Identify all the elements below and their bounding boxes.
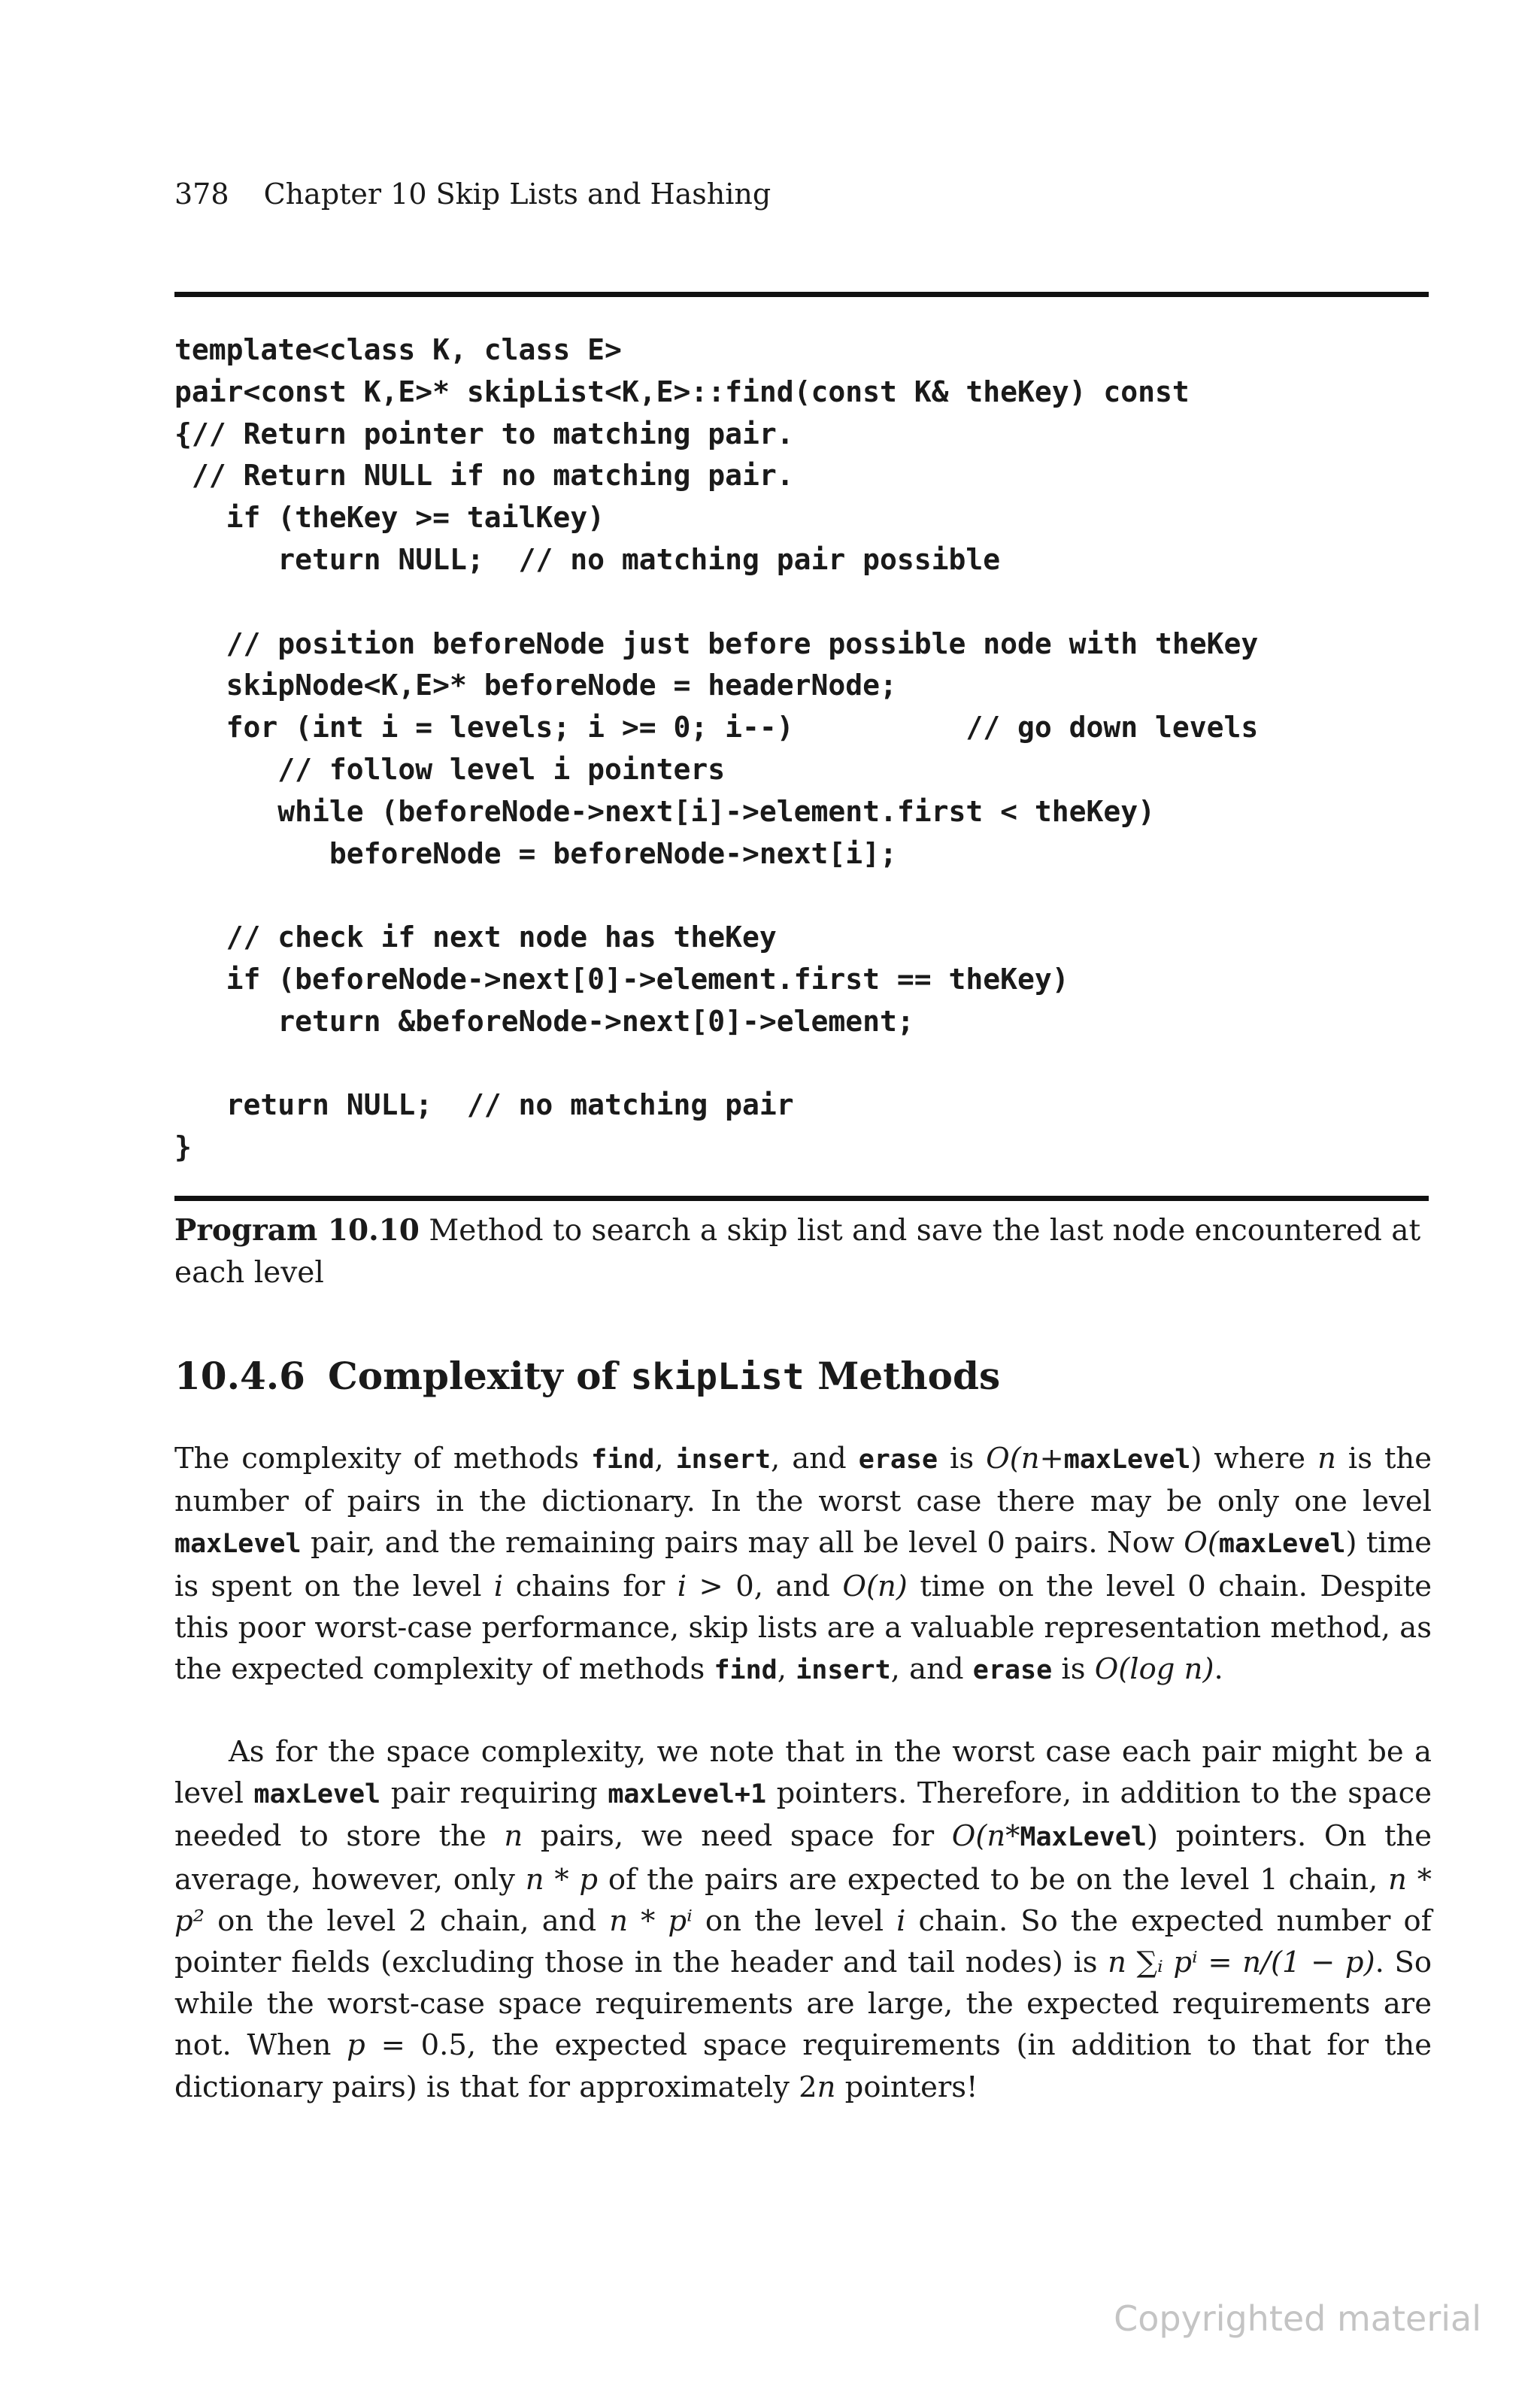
text-run: is the number of pairs in the dictionary. In the worst case there may be only one level [174,1442,1432,1519]
text-run: . So while the worst-case space requirements are large, the expected requirements are not. When [174,1946,1432,2063]
paragraph-space-complexity [174,1731,1432,2108]
math-expr: n ∑ᵢ pⁱ = n/(1 − p) [1108,1946,1375,1980]
code-line: // check if next node has theKey [174,921,777,954]
program-code-block [174,329,1438,1169]
section-title-start: Complexity of [327,1354,618,1398]
text-run: , and [890,1652,973,1687]
math-expr: O(log n) [1094,1652,1214,1687]
math-var: p [347,2028,365,2063]
math-expr: n * p² [174,1862,1432,1938]
section-title-end: Methods [817,1354,1001,1398]
math-expr: O(n+ [986,1442,1064,1476]
math-var: n [817,2070,836,2104]
code-line: {// Return pointer to matching pair. [174,417,794,450]
code-line: pair<const K,E>* skipList<K,E>::find(const K& theKey) const [174,375,1190,408]
code-line: return NULL; // no matching pair [174,1088,794,1122]
code-line: skipNode<K,E>* beforeNode = headerNode; [174,669,897,702]
text-run: pair requiring [380,1776,608,1811]
caption-label: Program 10.10 [174,1213,420,1248]
code-line: } [174,1130,192,1164]
code-maxlevel: maxLevel [174,1529,302,1560]
text-run: time on the level 0 chain. Despite this poor worst-case performance, skip lists are a valuable representation method, as the expected complexity of methods [174,1569,1432,1687]
code-maxlevel: maxLevel [1063,1445,1191,1475]
code-insert: insert [675,1445,772,1475]
math-expr: n * pⁱ [609,1903,693,1938]
code-line [174,875,1438,917]
math-var: n [504,1819,523,1854]
caption-text: Method to search a skip list and save the last node encountered at each level [174,1214,1421,1290]
text-run: of the pairs are expected to be on the level 1 chain, [598,1862,1389,1897]
code-maxlevel: maxLevel [1218,1529,1346,1560]
section-heading [174,1354,1000,1398]
code-find: find [714,1655,778,1686]
text-run: pointers. Therefore, in addition to the space needed to store the [174,1776,1432,1854]
math-expr: n * p [525,1862,599,1897]
text-run: is [938,1442,987,1476]
text-run: . [1214,1652,1223,1687]
code-line: // follow level i pointers [174,752,726,786]
text-run: pair, and the remaining pairs may all be level 0 pairs. Now [301,1526,1184,1561]
text-run: As for the space complexity, we note that in the worst case each pair might be a level [174,1735,1432,1811]
section-number: 10.4.6 [174,1354,305,1398]
code-line: if (beforeNode->next[0]->element.first == theKey) [174,962,1069,996]
code-line: return NULL; // no matching pair possible [174,542,1001,576]
text-run: on the level 2 chain, and [205,1903,610,1938]
running-title: Chapter 10 Skip Lists and Hashing [263,177,772,211]
code-line: return &beforeNode->next[0]->element; [174,1004,914,1038]
math-var: i [677,1569,687,1603]
math-expr: O(n* [951,1819,1020,1854]
code-line: // position beforeNode just before possible node with theKey [174,626,1259,660]
page-number: 378 [174,177,229,211]
text-run: pairs, we need space for [523,1819,952,1854]
math-var: n [1317,1442,1336,1476]
program-caption [174,1209,1430,1294]
code-maxlevel: maxLevel [253,1779,381,1810]
code-line: // Return NULL if no matching pair. [174,459,794,493]
text-run: = 0.5, the expected space requirements (in addition to that for the dictionary pairs) is that for approximately 2 [174,2028,1432,2104]
text-run: , [654,1442,676,1476]
code-line [174,1043,1438,1085]
text-run: The complexity of methods [174,1442,592,1476]
text-run: is [1052,1652,1095,1687]
code-line: while (beforeNode->next[i]->element.first < theKey) [174,794,1156,828]
paragraph-complexity [174,1438,1432,1691]
text-run: ) where [1190,1442,1318,1476]
copyright-watermark: Copyrighted material [1114,2298,1481,2339]
text-run: pointers! [835,2070,978,2104]
code-find: find [591,1445,655,1475]
math-var: i [493,1569,504,1603]
math-var: i [896,1903,906,1938]
math-expr: O( [1184,1526,1219,1561]
text-run: chains for [503,1569,678,1603]
text-run: , and [771,1442,859,1476]
code-line: for (int i = levels; i >= 0; i--) // go down levels [174,711,1259,745]
text-run: ) pointers. On the average, however, only [174,1819,1432,1897]
code-maxlevel: MaxLevel [1020,1822,1147,1853]
code-line: beforeNode = beforeNode->next[i]; [174,836,897,870]
text-run: > 0, and [687,1569,843,1603]
code-line: template<class K, class E> [174,333,622,366]
running-header [174,177,771,211]
program-top-rule [174,292,1429,297]
text-run: , [777,1652,796,1687]
text-run: chain. So the expected number of pointer fields (excluding those in the header and tail nodes) is [174,1903,1432,1980]
code-erase: erase [858,1445,938,1475]
text-run: on the level [692,1903,897,1938]
code-erase: erase [972,1655,1053,1686]
code-maxlevel-plus-one: maxLevel+1 [608,1779,767,1810]
code-insert: insert [796,1655,891,1686]
section-title-code: skipList [630,1356,805,1398]
math-expr: O(n) [842,1569,908,1603]
code-line [174,581,1438,623]
code-line: if (theKey >= tailKey) [174,501,605,535]
program-bottom-rule [174,1196,1429,1201]
text-run: ) time is spent on the level [174,1526,1432,1603]
